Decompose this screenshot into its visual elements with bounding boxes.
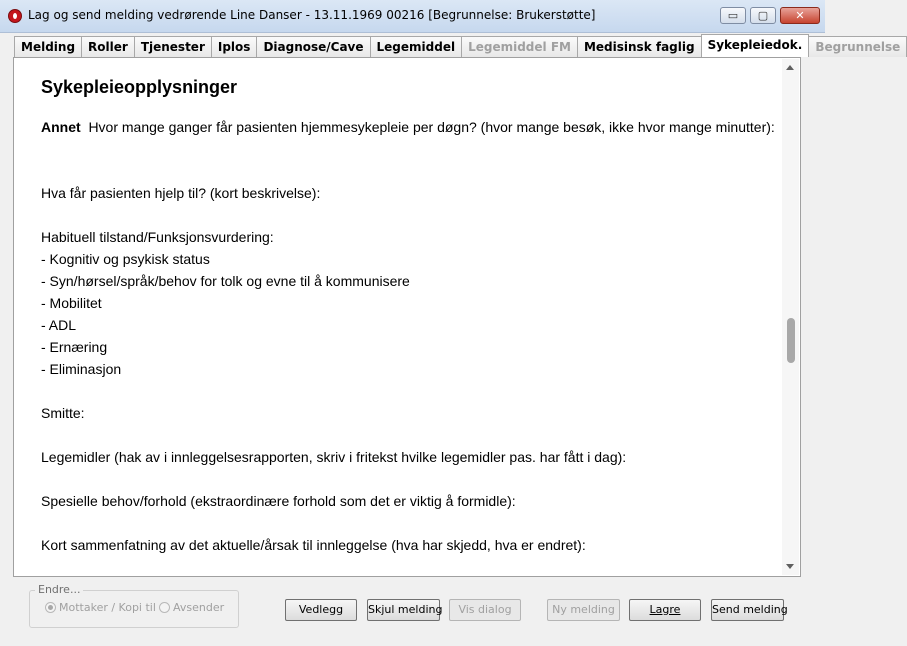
tab-roller[interactable]: Roller xyxy=(81,36,135,57)
endre-legend: Endre... xyxy=(35,583,83,596)
radio-avsender xyxy=(159,601,224,614)
spesielle-line: Spesielle behov/forhold (ekstraordinære forhold som det er viktig å formidle): xyxy=(41,493,516,509)
lagre-label: Lagre xyxy=(649,603,681,616)
tab-legemiddel-fm: Legemiddel FM xyxy=(461,36,578,57)
vis-dialog-button: Vis dialog xyxy=(449,599,521,621)
tab-diagnose-cave[interactable]: Diagnose/Cave xyxy=(256,36,370,57)
radio-mottaker xyxy=(45,601,156,614)
tab-legemiddel[interactable]: Legemiddel xyxy=(370,36,463,57)
scroll-thumb[interactable] xyxy=(787,318,795,363)
smitte-line: Smitte: xyxy=(41,405,85,421)
document-panel xyxy=(13,57,801,577)
tab-melding[interactable]: Melding xyxy=(14,36,82,57)
habitual-item: - Kognitiv og psykisk status xyxy=(41,251,210,267)
title-bar[interactable] xyxy=(0,0,825,33)
ny-melding-button: Ny melding xyxy=(547,599,620,621)
document-content[interactable] xyxy=(41,58,781,576)
window-title: Lag og send melding vedrørende Line Danser - 13.11.1969 00216 [Begrunnelse: Brukerstøtte] xyxy=(28,8,596,22)
tab-sykepleiedok[interactable]: Sykepleiedok. xyxy=(701,34,810,57)
vedlegg-button[interactable]: Vedlegg xyxy=(285,599,357,621)
send-melding-button[interactable]: Send melding xyxy=(711,599,784,621)
tab-begrunnelse: Begrunnelse xyxy=(808,36,907,57)
annet-paragraph xyxy=(41,116,781,138)
sammenfatning-line: Kort sammenfatning av det aktuelle/årsak til innleggelse (hva har skjedd, hva er endret): xyxy=(41,537,586,553)
annet-label: Annet xyxy=(41,119,81,135)
radio-mottaker-label: Mottaker / Kopi til xyxy=(59,601,156,614)
skjul-melding-button[interactable]: Skjul melding xyxy=(367,599,440,621)
vertical-scrollbar[interactable] xyxy=(782,59,799,575)
tab-medisinsk-faglig[interactable]: Medisinsk faglig xyxy=(577,36,702,57)
close-button[interactable] xyxy=(780,7,820,24)
annet-text: Hvor mange ganger får pasienten hjemmesykepleie per døgn? (hvor mange besøk, ikke hvor mange minutter): xyxy=(80,119,775,135)
habitual-item: - ADL xyxy=(41,317,77,333)
lagre-button[interactable] xyxy=(629,599,701,621)
habitual-item: - Ernæring xyxy=(41,339,108,355)
radio-avsender-label: Avsender xyxy=(173,601,225,614)
scroll-down-icon[interactable] xyxy=(786,564,794,569)
app-logo-icon xyxy=(8,9,22,23)
legemidler-line: Legemidler (hak av i innleggelsesrapporten, skriv i fritekst hvilke legemidler pas. har fått i dag): xyxy=(41,449,627,465)
scroll-up-icon[interactable] xyxy=(786,65,794,70)
maximize-button[interactable] xyxy=(750,7,776,24)
radio-unchecked-icon xyxy=(159,602,170,613)
close-icon: ✕ xyxy=(795,9,805,22)
minimize-button[interactable] xyxy=(720,7,746,24)
maximize-icon: ▢ xyxy=(757,9,769,22)
tab-iplos[interactable]: Iplos xyxy=(211,36,258,57)
tab-strip xyxy=(14,35,906,57)
document-heading: Sykepleieopplysninger xyxy=(41,77,238,97)
minimize-icon: ▭ xyxy=(727,9,739,22)
radio-checked-icon xyxy=(45,602,56,613)
help-question: Hva får pasienten hjelp til? (kort beskrivelse): xyxy=(41,185,321,201)
habitual-item: - Eliminasjon xyxy=(41,361,122,377)
tab-tjenester[interactable]: Tjenester xyxy=(134,36,212,57)
habitual-item: - Mobilitet xyxy=(41,295,102,311)
habitual-heading: Habituell tilstand/Funksjonsvurdering: xyxy=(41,229,274,245)
habitual-item: - Syn/hørsel/språk/behov for tolk og evne til å kommunisere xyxy=(41,273,410,289)
